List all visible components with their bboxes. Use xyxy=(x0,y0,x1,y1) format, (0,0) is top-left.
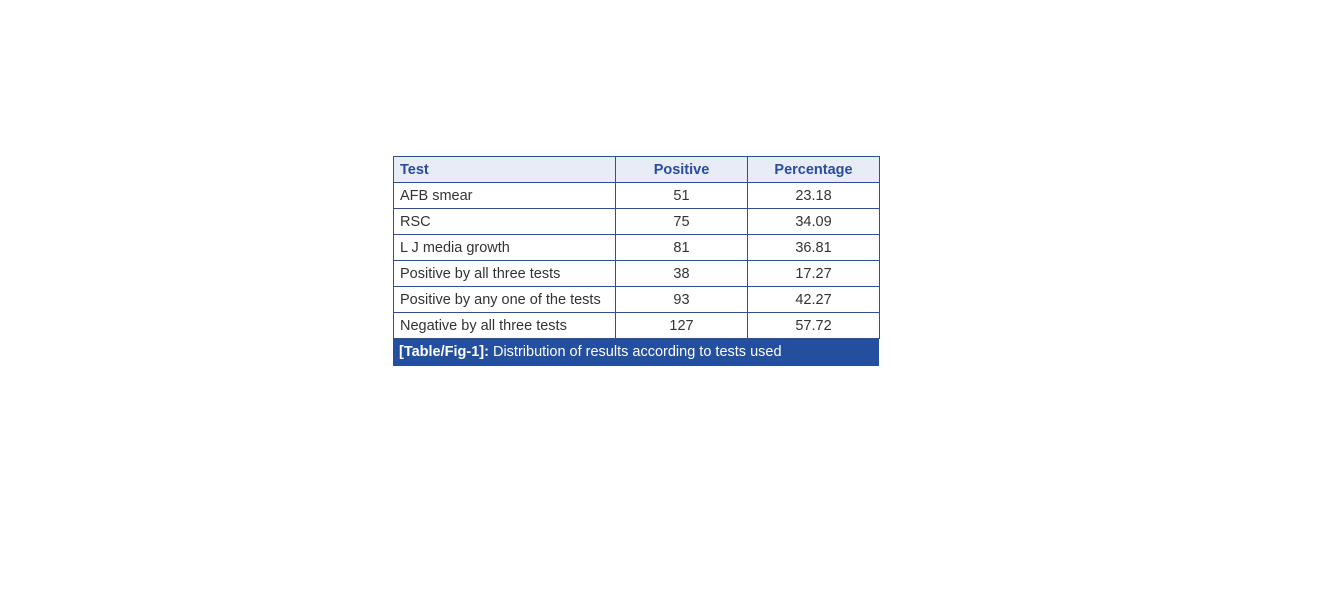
cell-positive: 51 xyxy=(616,183,748,209)
cell-test: Positive by all three tests xyxy=(394,261,616,287)
table-header-row xyxy=(394,157,880,183)
caption-label: [Table/Fig-1]: xyxy=(399,344,489,360)
cell-positive: 38 xyxy=(616,261,748,287)
table-row xyxy=(394,261,880,287)
table-row xyxy=(394,209,880,235)
cell-percentage: 42.27 xyxy=(748,287,880,313)
cell-percentage: 17.27 xyxy=(748,261,880,287)
table-row xyxy=(394,183,880,209)
cell-percentage: 57.72 xyxy=(748,313,880,339)
table-row xyxy=(394,235,880,261)
header-positive: Positive xyxy=(616,157,748,183)
cell-positive: 75 xyxy=(616,209,748,235)
cell-positive: 127 xyxy=(616,313,748,339)
cell-positive: 93 xyxy=(616,287,748,313)
header-test: Test xyxy=(394,157,616,183)
cell-percentage: 36.81 xyxy=(748,235,880,261)
cell-test: RSC xyxy=(394,209,616,235)
caption-text: Distribution of results according to tests used xyxy=(488,344,782,360)
table-row xyxy=(394,313,880,339)
cell-test: L J media growth xyxy=(394,235,616,261)
cell-positive: 81 xyxy=(616,235,748,261)
cell-test: AFB smear xyxy=(394,183,616,209)
cell-test: Positive by any one of the tests xyxy=(394,287,616,313)
table-row xyxy=(394,287,880,313)
cell-test: Negative by all three tests xyxy=(394,313,616,339)
table-caption xyxy=(393,339,879,366)
results-table xyxy=(393,156,880,339)
cell-percentage: 34.09 xyxy=(748,209,880,235)
header-percentage: Percentage xyxy=(748,157,880,183)
results-table-figure xyxy=(393,156,879,366)
cell-percentage: 23.18 xyxy=(748,183,880,209)
